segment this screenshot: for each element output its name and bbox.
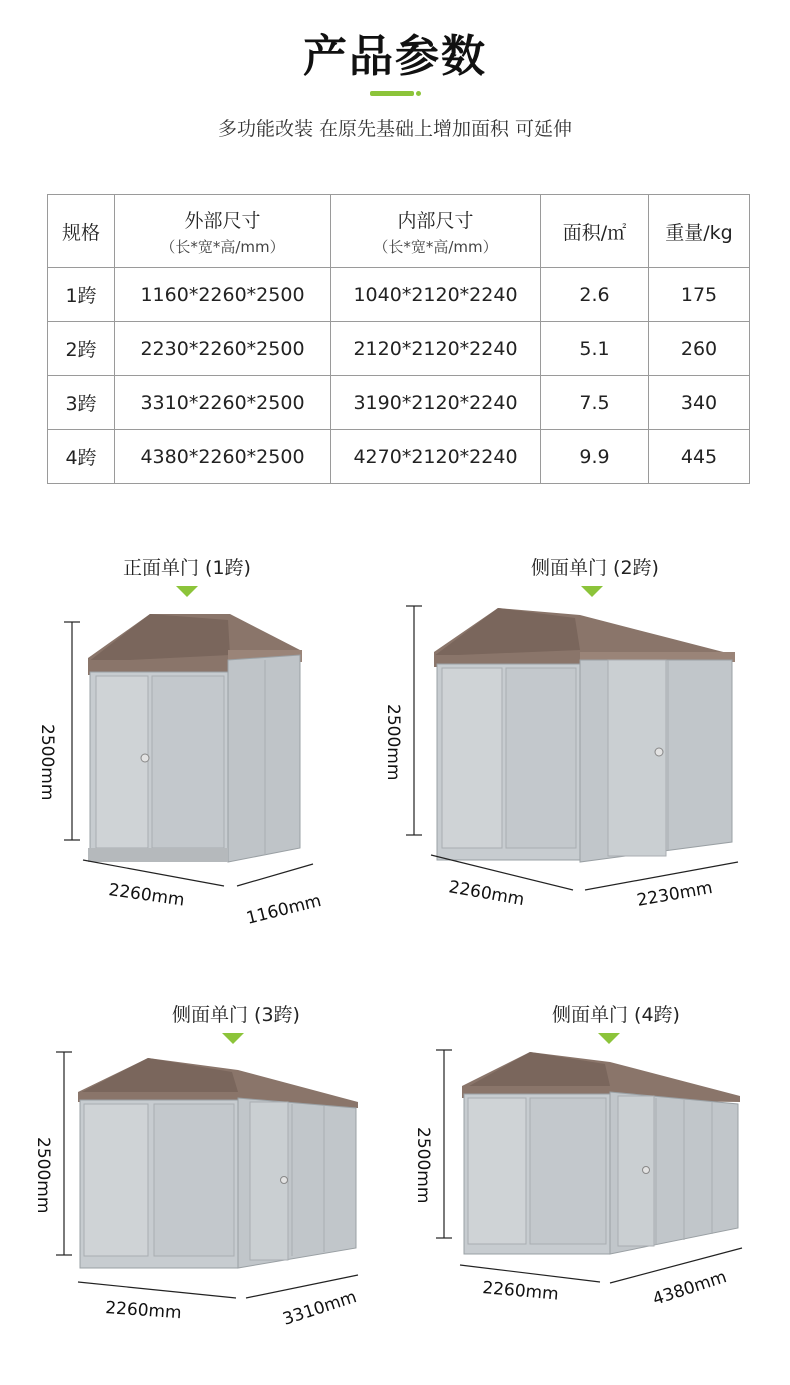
product-3-width-label: 2260mm (104, 1298, 183, 1324)
cell-weight: 260 (649, 322, 750, 376)
cell-spec: 1跨 (48, 268, 115, 322)
page-title: 产品参数 (303, 31, 487, 82)
cell-spec: 4跨 (48, 430, 115, 484)
cell-inner-size: 3190*2120*2240 (331, 376, 541, 430)
product-1-caption: 正面单门 (1跨) (123, 557, 251, 579)
product-1-height-label: 2500mm (37, 724, 57, 801)
product-2-length-label: 2230mm (635, 877, 715, 911)
cell-inner-size: 2120*2120*2240 (331, 322, 541, 376)
cell-weight: 445 (649, 430, 750, 484)
product-4-length-label: 4380mm (650, 1267, 730, 1310)
cell-area: 9.9 (541, 430, 649, 484)
cell-outer-size: 4380*2260*2500 (115, 430, 331, 484)
cell-outer-size: 2230*2260*2500 (115, 322, 331, 376)
product-4-height-label: 2500mm (413, 1127, 433, 1204)
cell-area: 2.6 (541, 268, 649, 322)
product-4-height-dimension (436, 1050, 452, 1238)
cell-area: 7.5 (541, 376, 649, 430)
header-outer-size: 外部尺寸 （长*宽*高/mm） (115, 195, 331, 268)
cell-inner-size: 4270*2120*2240 (331, 430, 541, 484)
product-2-width-label: 2260mm (447, 877, 526, 911)
product-1-length-label: 1160mm (244, 890, 324, 929)
product-2-height-label: 2500mm (383, 704, 403, 781)
product-1-width-label: 2260mm (107, 880, 186, 911)
header-outer-size-unit: （长*宽*高/mm） (160, 237, 285, 256)
cell-spec: 2跨 (48, 322, 115, 376)
cell-outer-size: 1160*2260*2500 (115, 268, 331, 322)
product-3-caption: 侧面单门 (3跨) (172, 1004, 300, 1026)
header-spec: 规格 (48, 195, 115, 268)
cell-weight: 175 (649, 268, 750, 322)
cell-spec: 3跨 (48, 376, 115, 430)
product-4-caption: 侧面单门 (4跨) (552, 1004, 680, 1026)
page-subtitle: 多功能改装 在原先基础上增加面积 可延伸 (217, 118, 573, 140)
cell-outer-size: 3310*2260*2500 (115, 376, 331, 430)
product-2-caption: 侧面单门 (2跨) (531, 557, 659, 579)
header-inner-size-unit: （长*宽*高/mm） (373, 237, 498, 256)
cell-inner-size: 1040*2120*2240 (331, 268, 541, 322)
cell-weight: 340 (649, 376, 750, 430)
header-inner-size: 内部尺寸 （长*宽*高/mm） (331, 195, 541, 268)
cell-area: 5.1 (541, 322, 649, 376)
product-4-width-label: 2260mm (481, 1278, 560, 1305)
header-area: 面积/㎡ (541, 195, 649, 268)
product-4-house (462, 1052, 740, 1254)
product-3-length-label: 3310mm (280, 1287, 360, 1330)
product-3-height-label: 2500mm (33, 1137, 53, 1214)
header-weight: 重量/kg (649, 195, 750, 268)
